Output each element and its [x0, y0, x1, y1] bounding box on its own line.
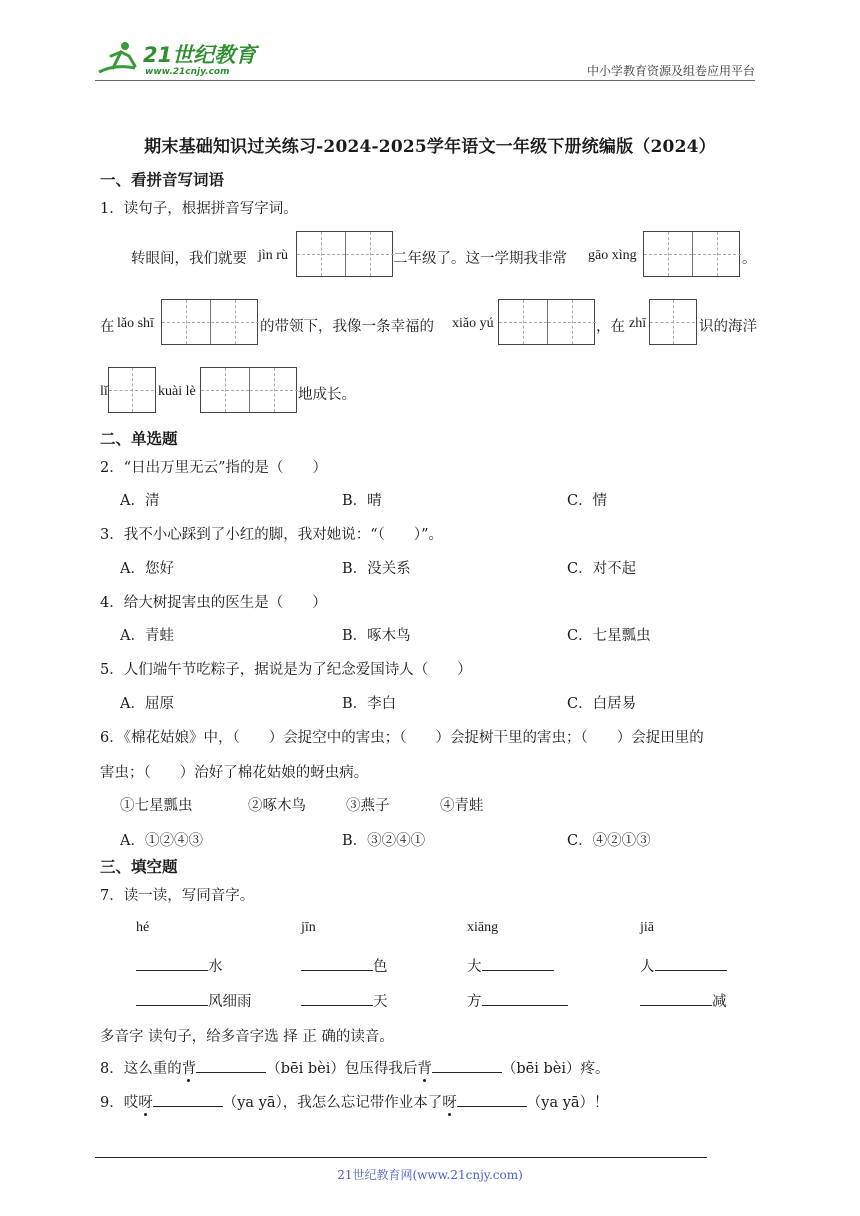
blank-line[interactable] — [136, 1005, 208, 1006]
q1-text-1a: 转眼间，我们就要 — [131, 251, 247, 267]
q1-pinyin-jinru: jìn rù — [258, 248, 288, 263]
q4-option-a[interactable]: A．青蛙 — [120, 628, 174, 644]
q7-row1-col3: 大 — [467, 955, 554, 976]
question-2-stem: 2．“日出万里无云”指的是（ ） — [100, 460, 328, 476]
blank-line[interactable] — [482, 970, 554, 971]
q5-option-b[interactable]: B．李白 — [342, 696, 397, 712]
footer-link[interactable]: 21世纪教育网(www.21cnjy.com) — [337, 1168, 523, 1182]
q1-pinyin-kuaile: kuài lè — [158, 384, 196, 399]
q6-item-2: ②啄木鸟 — [248, 798, 306, 814]
tianzige-box-jinru[interactable] — [296, 231, 393, 277]
polyphone-instruction: 多音字 读句子，给多音字选 择 正 确的读音。 — [100, 1029, 394, 1045]
q7-row2-col2: 天 — [301, 990, 388, 1011]
q6-item-1: ①七星瓢虫 — [120, 798, 193, 814]
q6-item-4: ④青蛙 — [440, 798, 484, 814]
q1-pinyin-xiaoyu: xiǎo yú — [452, 316, 494, 331]
q3-option-b[interactable]: B．没关系 — [342, 561, 411, 577]
blank-line[interactable] — [301, 1005, 373, 1006]
site-logo — [95, 38, 265, 80]
q1-text-1b: 二年级了。这一学期我非常 — [393, 251, 567, 267]
q2-option-b[interactable]: B．晴 — [342, 493, 382, 509]
q6-item-3: ③燕子 — [346, 798, 390, 814]
q1-pinyin-zhi: zhī — [629, 316, 647, 331]
q7-row1-col2: 色 — [301, 955, 388, 976]
svg-text:www.21cnjy.com: www.21cnjy.com — [145, 67, 230, 77]
question-6-stem-line1: 6．《棉花姑娘》中，（ ）会捉空中的害虫；（ ）会捉树干里的害虫；（ ）会捉田里的 — [100, 730, 704, 746]
question-3-stem: 3．我不小心踩到了小红的脚，我对她说：“（ ）”。 — [100, 527, 444, 543]
q1-pinyin-li: lǐ — [100, 384, 108, 399]
blank-line[interactable] — [482, 1005, 568, 1006]
blank-line[interactable] — [196, 1072, 266, 1073]
svg-text:21世纪教育: 21世纪教育 — [143, 43, 257, 67]
blank-line[interactable] — [457, 1106, 527, 1107]
blank-line[interactable] — [153, 1106, 223, 1107]
tianzige-box-laoshi[interactable] — [161, 299, 258, 345]
blank-line[interactable] — [640, 1005, 712, 1006]
q2-option-a[interactable]: A．清 — [120, 493, 160, 509]
q5-option-a[interactable]: A．屈原 — [120, 696, 174, 712]
footer-divider — [95, 1157, 707, 1158]
q7-pinyin-1: hé — [136, 920, 150, 935]
q7-row1-col1: 水 — [136, 955, 223, 976]
blank-line[interactable] — [301, 970, 373, 971]
question-6-stem-line2: 害虫；（ ）治好了棉花姑娘的蚜虫病。 — [100, 765, 369, 781]
q2-option-c[interactable]: C．情 — [567, 493, 608, 509]
q7-pinyin-3: xiāng — [467, 920, 499, 935]
q6-option-a[interactable]: A．①②④③ — [120, 833, 203, 849]
q7-row2-col1: 风细雨 — [136, 990, 252, 1011]
q7-pinyin-4: jiā — [640, 920, 654, 935]
q7-row1-col4: 人 — [640, 955, 727, 976]
page-title: 期末基础知识过关练习-2024-2025学年语文一年级下册统编版（2024） — [144, 137, 716, 157]
question-4-stem: 4．给大树捉害虫的医生是（ ） — [100, 595, 327, 611]
q6-option-c[interactable]: C．④②①③ — [567, 833, 651, 849]
section-heading-1: 一、看拼音写词语 — [100, 170, 225, 189]
q1-text-2b: 的带领下，我像一条幸福的 — [260, 319, 434, 335]
q1-pinyin-laoshi: lǎo shī — [117, 316, 154, 331]
blank-line[interactable] — [136, 970, 208, 971]
question-5-stem: 5．人们端午节吃粽子，据说是为了纪念爱国诗人（ ） — [100, 662, 472, 678]
header-platform-text: 中小学教育资源及组卷应用平台 — [586, 64, 755, 78]
question-7-stem: 7．读一读，写同音字。 — [100, 888, 255, 904]
q3-option-c[interactable]: C．对不起 — [567, 561, 637, 577]
q7-row2-col4: 减 — [640, 990, 727, 1011]
question-9: 9．哎呀 （ya yā），我怎么忘记带作业本了呀 （ya yā）！ — [100, 1095, 609, 1111]
q5-option-c[interactable]: C．白居易 — [567, 696, 637, 712]
tianzige-box-gaoxing[interactable] — [643, 231, 740, 277]
q1-pinyin-gaoxing: gāo xìng — [588, 248, 637, 263]
q1-text-2c: ，在 — [596, 319, 625, 335]
q3-option-a[interactable]: A．您好 — [120, 561, 174, 577]
question-8: 8．这么重的背 （bēi bèi）包压得我后背 （bēi bèi）疼。 — [100, 1061, 610, 1077]
tianzige-box-li[interactable] — [108, 367, 156, 413]
q7-pinyin-2: jīn — [301, 920, 316, 935]
section-heading-2: 二、单选题 — [100, 429, 178, 448]
tianzige-box-kuaile[interactable] — [200, 367, 297, 413]
header-divider — [95, 80, 755, 81]
question-1-stem: 1．读句子，根据拼音写字词。 — [100, 201, 298, 217]
blank-line[interactable] — [432, 1072, 502, 1073]
q1-text-2a: 在 — [100, 319, 115, 335]
q4-option-c[interactable]: C．七星瓢虫 — [567, 628, 651, 644]
q6-option-b[interactable]: B．③②④① — [342, 833, 426, 849]
section-heading-3: 三、填空题 — [100, 857, 178, 876]
q1-text-1c: 。 — [742, 251, 757, 267]
q7-row2-col3: 方 — [467, 990, 568, 1011]
q1-text-3b: 地成长。 — [298, 387, 356, 403]
q4-option-b[interactable]: B．啄木鸟 — [342, 628, 411, 644]
tianzige-box-zhi[interactable] — [649, 299, 697, 345]
blank-line[interactable] — [655, 970, 727, 971]
tianzige-box-xiaoyu[interactable] — [498, 299, 595, 345]
q1-text-2d: 识的海洋 — [699, 319, 757, 335]
